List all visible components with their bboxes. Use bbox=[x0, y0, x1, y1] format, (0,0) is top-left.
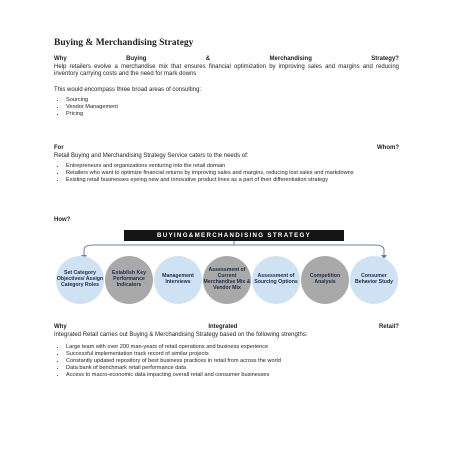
strategy-banner: BUYING&MERCHANDISING STRATEGY bbox=[124, 230, 344, 241]
list-item: • Large team with over 200 man-years of retail operations and business experience bbox=[66, 344, 399, 351]
heading-word: Integrated bbox=[208, 324, 238, 330]
step-label: Management Interviews bbox=[162, 273, 194, 285]
step-label: Establish Key Performance Indicators bbox=[111, 270, 147, 288]
heading-word: Buying bbox=[126, 56, 147, 62]
heading-word: For bbox=[54, 145, 64, 151]
section-for-whom bbox=[54, 145, 399, 184]
step-category-objectives bbox=[56, 256, 104, 304]
heading-word: Merchandising bbox=[269, 56, 312, 62]
why-buying-heading bbox=[54, 56, 399, 64]
list-item: • Successful implementation track record of similar projects bbox=[66, 351, 399, 358]
list-item: • Vendor Management bbox=[66, 104, 399, 111]
for-whom-list bbox=[54, 163, 399, 184]
step-sourcing-options bbox=[252, 256, 300, 304]
section-why-integrated bbox=[54, 324, 399, 379]
why-integrated-intro: Integrated Retail carries out Buying & Merchandising Strategy based on the following strengths: bbox=[54, 331, 308, 338]
step-kpis bbox=[105, 256, 153, 304]
list-item: • Entrepreneurs and organizations venturing into the retail domain bbox=[66, 163, 399, 170]
process-diagram bbox=[54, 228, 409, 308]
how-heading: How? bbox=[54, 217, 71, 223]
step-label: Set Category Objectives/ Assign Category Roles bbox=[56, 270, 104, 288]
heading-word: Retail? bbox=[378, 324, 399, 330]
list-item: • Constantly updated repository of best business practices in retail from across the world bbox=[66, 358, 399, 365]
list-item: • Retailers who want to optimize financial returns by improving sales and margins, reducing lost sales and markdowns bbox=[66, 170, 399, 177]
for-whom-heading bbox=[54, 145, 399, 153]
step-merchandise-assessment bbox=[203, 256, 251, 304]
heading-word: Whom? bbox=[377, 145, 399, 151]
list-item: • Existing retail businesses eyeing new and innovative product lines as a part of their differentiation strategy bbox=[66, 177, 399, 184]
section-why-buying bbox=[54, 56, 399, 118]
consulting-areas-list bbox=[54, 97, 399, 118]
for-whom-intro: Retail Buying and Merchandising Strategy Service caters to the needs of: bbox=[54, 152, 249, 159]
step-consumer-behavior bbox=[350, 256, 398, 304]
step-label: Competition Analysis bbox=[309, 273, 341, 285]
step-label: Assessment of Sourcing Options bbox=[254, 273, 298, 285]
why-buying-paragraph: Help retailers evolve a merchandise mix that ensures financial optimization by improving sales and margins and reducing inventory carrying costs and the need for mark downs bbox=[54, 63, 399, 78]
list-item: • Data bank of benchmark retail performance data bbox=[66, 365, 399, 372]
list-item: • Sourcing bbox=[66, 97, 399, 104]
strengths-list bbox=[54, 344, 399, 379]
step-label: Assessment of Current Merchandise Mix & Vendor Mix bbox=[203, 267, 251, 291]
heading-word: Why bbox=[54, 324, 67, 330]
step-competition-analysis bbox=[301, 256, 349, 304]
list-item: • Access to macro-economic data impacting overall retail and consumer businesses bbox=[66, 372, 399, 379]
list-item: • Pricing bbox=[66, 111, 399, 118]
heading-word: Strategy? bbox=[371, 56, 399, 62]
why-integrated-heading bbox=[54, 324, 399, 332]
heading-word: Why bbox=[54, 56, 67, 62]
why-buying-intro: This would encompass three broad areas of consulting: bbox=[54, 86, 202, 93]
step-management-interviews bbox=[154, 256, 202, 304]
step-label: Consumer Behavior Study bbox=[354, 273, 394, 285]
document-title: Buying & Merchandising Strategy bbox=[54, 38, 194, 48]
heading-word: & bbox=[205, 56, 211, 62]
